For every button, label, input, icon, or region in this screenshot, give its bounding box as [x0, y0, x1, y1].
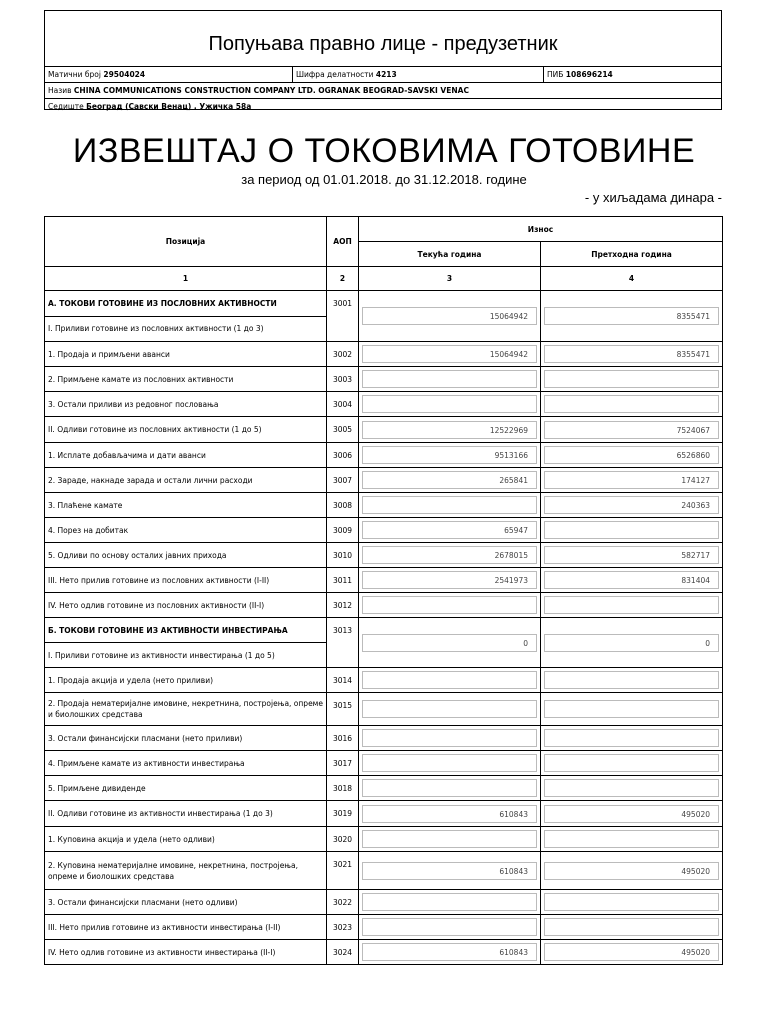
table-row: [45, 915, 723, 940]
row-label: 2. Куповина нематеријалне имовине, некретнина, постројења, опреме и биолошких средстава: [45, 852, 327, 890]
row-label: 4. Примљене камате из активности инвестирања: [45, 751, 327, 776]
pib-label: ПИБ: [547, 70, 564, 79]
previous-year-field[interactable]: 0: [544, 634, 719, 652]
row-label: 5. Одливи по основу осталих јавних прихода: [45, 543, 327, 568]
current-year-field[interactable]: 2541973: [362, 571, 537, 589]
current-year-field[interactable]: [362, 496, 537, 514]
previous-year-field[interactable]: [544, 779, 719, 797]
row-label: III. Нето прилив готовине из пословних активности (I-II): [45, 568, 327, 593]
current-year-field[interactable]: 15064942: [362, 345, 537, 363]
row-label: 3. Остали финансијски пласмани (нето одливи): [45, 890, 327, 915]
table-row: [45, 726, 723, 751]
current-year-field[interactable]: 0: [362, 634, 537, 652]
row-aop: 3001: [327, 291, 359, 342]
col-number-2: 2: [327, 267, 359, 291]
current-year-field[interactable]: [362, 754, 537, 772]
previous-year-field[interactable]: [544, 671, 719, 689]
table-row: [45, 693, 723, 726]
row-aop: 3002: [327, 342, 359, 367]
seat-label: Седиште: [48, 102, 84, 111]
row-aop: 3011: [327, 568, 359, 593]
previous-year-field[interactable]: [544, 700, 719, 718]
row-aop: 3017: [327, 751, 359, 776]
current-year-field[interactable]: 2678015: [362, 546, 537, 564]
table-row: [45, 668, 723, 693]
previous-year-field[interactable]: [544, 596, 719, 614]
col-current-header: Текућа година: [359, 242, 541, 267]
previous-year-field[interactable]: 8355471: [544, 307, 719, 325]
report-title: ИЗВЕШТАЈ О ТОКОВИМА ГОТОВИНЕ: [72, 132, 696, 170]
header-seat-row: [45, 99, 721, 114]
header-title: Попуњава правно лице - предузетник: [45, 11, 721, 67]
col-previous-header: Претходна година: [541, 242, 723, 267]
name-value: CHINA COMMUNICATIONS CONSTRUCTION COMPANY LTD. OGRANAK BEOGRAD-SAVSKI VENAC: [73, 86, 469, 95]
col-aop-header: АОП: [327, 217, 359, 267]
row-label: I. Приливи готовине из активности инвестирања (1 до 5): [45, 643, 327, 668]
current-year-field[interactable]: [362, 395, 537, 413]
row-label: II. Одливи готовине из пословних активности (1 до 5): [45, 417, 327, 443]
row-label: 1. Исплате добављачима и дати аванси: [45, 443, 327, 468]
row-aop: 3003: [327, 367, 359, 392]
current-year-field[interactable]: 610843: [362, 805, 537, 823]
current-year-field[interactable]: 265841: [362, 471, 537, 489]
row-aop: 3024: [327, 940, 359, 965]
row-aop: 3010: [327, 543, 359, 568]
previous-year-field[interactable]: 831404: [544, 571, 719, 589]
company-header: [44, 10, 722, 110]
current-year-field[interactable]: 9513166: [362, 446, 537, 464]
current-year-field[interactable]: 610843: [362, 943, 537, 961]
table-row: [45, 890, 723, 915]
previous-year-field[interactable]: [544, 830, 719, 848]
section-title: Б. ТОКОВИ ГОТОВИНЕ ИЗ АКТИВНОСТИ ИНВЕСТИРАЊА: [45, 618, 327, 643]
current-year-field[interactable]: 65947: [362, 521, 537, 539]
table-body: [45, 291, 723, 965]
previous-year-field[interactable]: 582717: [544, 546, 719, 564]
header-name-row: [45, 83, 721, 99]
previous-year-field[interactable]: 240363: [544, 496, 719, 514]
row-label: IV. Нето одлив готовине из пословних активности (II-I): [45, 593, 327, 618]
table-row: [45, 468, 723, 493]
row-label: 1. Продаја и примљени аванси: [45, 342, 327, 367]
previous-year-field[interactable]: 7524067: [544, 421, 719, 439]
previous-year-field[interactable]: [544, 893, 719, 911]
previous-year-field[interactable]: [544, 754, 719, 772]
row-aop: 3021: [327, 852, 359, 890]
current-year-field[interactable]: [362, 779, 537, 797]
table-row: [45, 392, 723, 417]
table-row: [45, 568, 723, 593]
row-label: 3. Остали финансијски пласмани (нето приливи): [45, 726, 327, 751]
table-row-section: [45, 291, 723, 317]
table-row: [45, 417, 723, 443]
header-ids-row: [45, 67, 721, 83]
previous-year-field[interactable]: [544, 370, 719, 388]
col-amount-header: Износ: [359, 217, 723, 242]
seat-value: Београд (Савски Венац) , Ужичка 58а: [86, 102, 252, 111]
current-year-field[interactable]: [362, 918, 537, 936]
previous-year-field[interactable]: 495020: [544, 862, 719, 880]
row-label: 3. Плаћене камате: [45, 493, 327, 518]
report-period: за период од 01.01.2018. до 31.12.2018. године: [241, 172, 527, 187]
row-label: 2. Примљене камате из пословних активности: [45, 367, 327, 392]
current-year-field[interactable]: 15064942: [362, 307, 537, 325]
table-row: [45, 518, 723, 543]
row-aop: 3020: [327, 827, 359, 852]
row-label: II. Одливи готовине из активности инвестирања (1 до 3): [45, 801, 327, 827]
row-aop: 3015: [327, 693, 359, 726]
row-label: 2. Зараде, накнаде зарада и остали лични расходи: [45, 468, 327, 493]
row-aop: 3018: [327, 776, 359, 801]
row-label: I. Приливи готовине из пословних активности (1 до 3): [45, 316, 327, 342]
table-row: [45, 776, 723, 801]
row-aop: 3016: [327, 726, 359, 751]
previous-year-field[interactable]: 174127: [544, 471, 719, 489]
row-aop: 3006: [327, 443, 359, 468]
table-row: [45, 940, 723, 965]
col-number-4: 4: [541, 267, 723, 291]
pib-value: 108696214: [565, 70, 613, 79]
previous-year-field[interactable]: 495020: [544, 943, 719, 961]
row-aop: 3012: [327, 593, 359, 618]
row-label: 5. Примљене дивиденде: [45, 776, 327, 801]
row-label: 2. Продаја нематеријалне имовине, некретнина, постројења, опреме и биолошких средстава: [45, 693, 327, 726]
table-row-section: [45, 618, 723, 643]
previous-year-field[interactable]: [544, 521, 719, 539]
col-number-3: 3: [359, 267, 541, 291]
row-aop: 3023: [327, 915, 359, 940]
table-row: [45, 493, 723, 518]
table-row: [45, 367, 723, 392]
previous-year-field[interactable]: 6526860: [544, 446, 719, 464]
current-year-field[interactable]: [362, 729, 537, 747]
row-aop: 3005: [327, 417, 359, 443]
row-label: 3. Остали приливи из редовног пословања: [45, 392, 327, 417]
row-aop: 3019: [327, 801, 359, 827]
report-unit: - у хиљадама динара -: [584, 190, 722, 205]
table-row: [45, 827, 723, 852]
table-row: [45, 443, 723, 468]
row-label: 1. Куповина акција и удела (нето одливи): [45, 827, 327, 852]
row-label: 4. Порез на добитак: [45, 518, 327, 543]
row-aop: 3004: [327, 392, 359, 417]
row-aop: 3022: [327, 890, 359, 915]
table-row: [45, 801, 723, 827]
row-aop: 3007: [327, 468, 359, 493]
col-position-header: Позиција: [45, 217, 327, 267]
row-label: 1. Продаја акција и удела (нето приливи): [45, 668, 327, 693]
current-year-field[interactable]: [362, 830, 537, 848]
previous-year-field[interactable]: [544, 729, 719, 747]
reg-value: 29504024: [103, 70, 146, 79]
col-number-1: 1: [45, 267, 327, 291]
table-row: [45, 342, 723, 367]
current-year-field[interactable]: [362, 596, 537, 614]
row-aop: 3013: [327, 618, 359, 668]
previous-year-field[interactable]: 495020: [544, 805, 719, 823]
previous-year-field[interactable]: 8355471: [544, 345, 719, 363]
current-year-field[interactable]: [362, 893, 537, 911]
current-year-field[interactable]: [362, 370, 537, 388]
row-label: III. Нето прилив готовине из активности инвестирања (I-II): [45, 915, 327, 940]
reg-label: Матични број: [48, 70, 101, 79]
cash-flow-table: [44, 216, 723, 965]
row-label: IV. Нето одлив готовине из активности инвестирања (II-I): [45, 940, 327, 965]
section-title: А. ТОКОВИ ГОТОВИНЕ ИЗ ПОСЛОВНИХ АКТИВНОСТИ: [45, 291, 327, 317]
row-aop: 3008: [327, 493, 359, 518]
table-row: [45, 852, 723, 890]
table-row: [45, 751, 723, 776]
activity-value: 4213: [375, 70, 397, 79]
current-year-field[interactable]: [362, 671, 537, 689]
previous-year-field[interactable]: [544, 395, 719, 413]
activity-label: Шифра делатности: [296, 70, 374, 79]
table-row: [45, 593, 723, 618]
current-year-field[interactable]: 12522969: [362, 421, 537, 439]
row-aop: 3014: [327, 668, 359, 693]
row-aop: 3009: [327, 518, 359, 543]
name-label: Назив: [48, 86, 72, 95]
current-year-field[interactable]: 610843: [362, 862, 537, 880]
previous-year-field[interactable]: [544, 918, 719, 936]
current-year-field[interactable]: [362, 700, 537, 718]
table-row: [45, 543, 723, 568]
